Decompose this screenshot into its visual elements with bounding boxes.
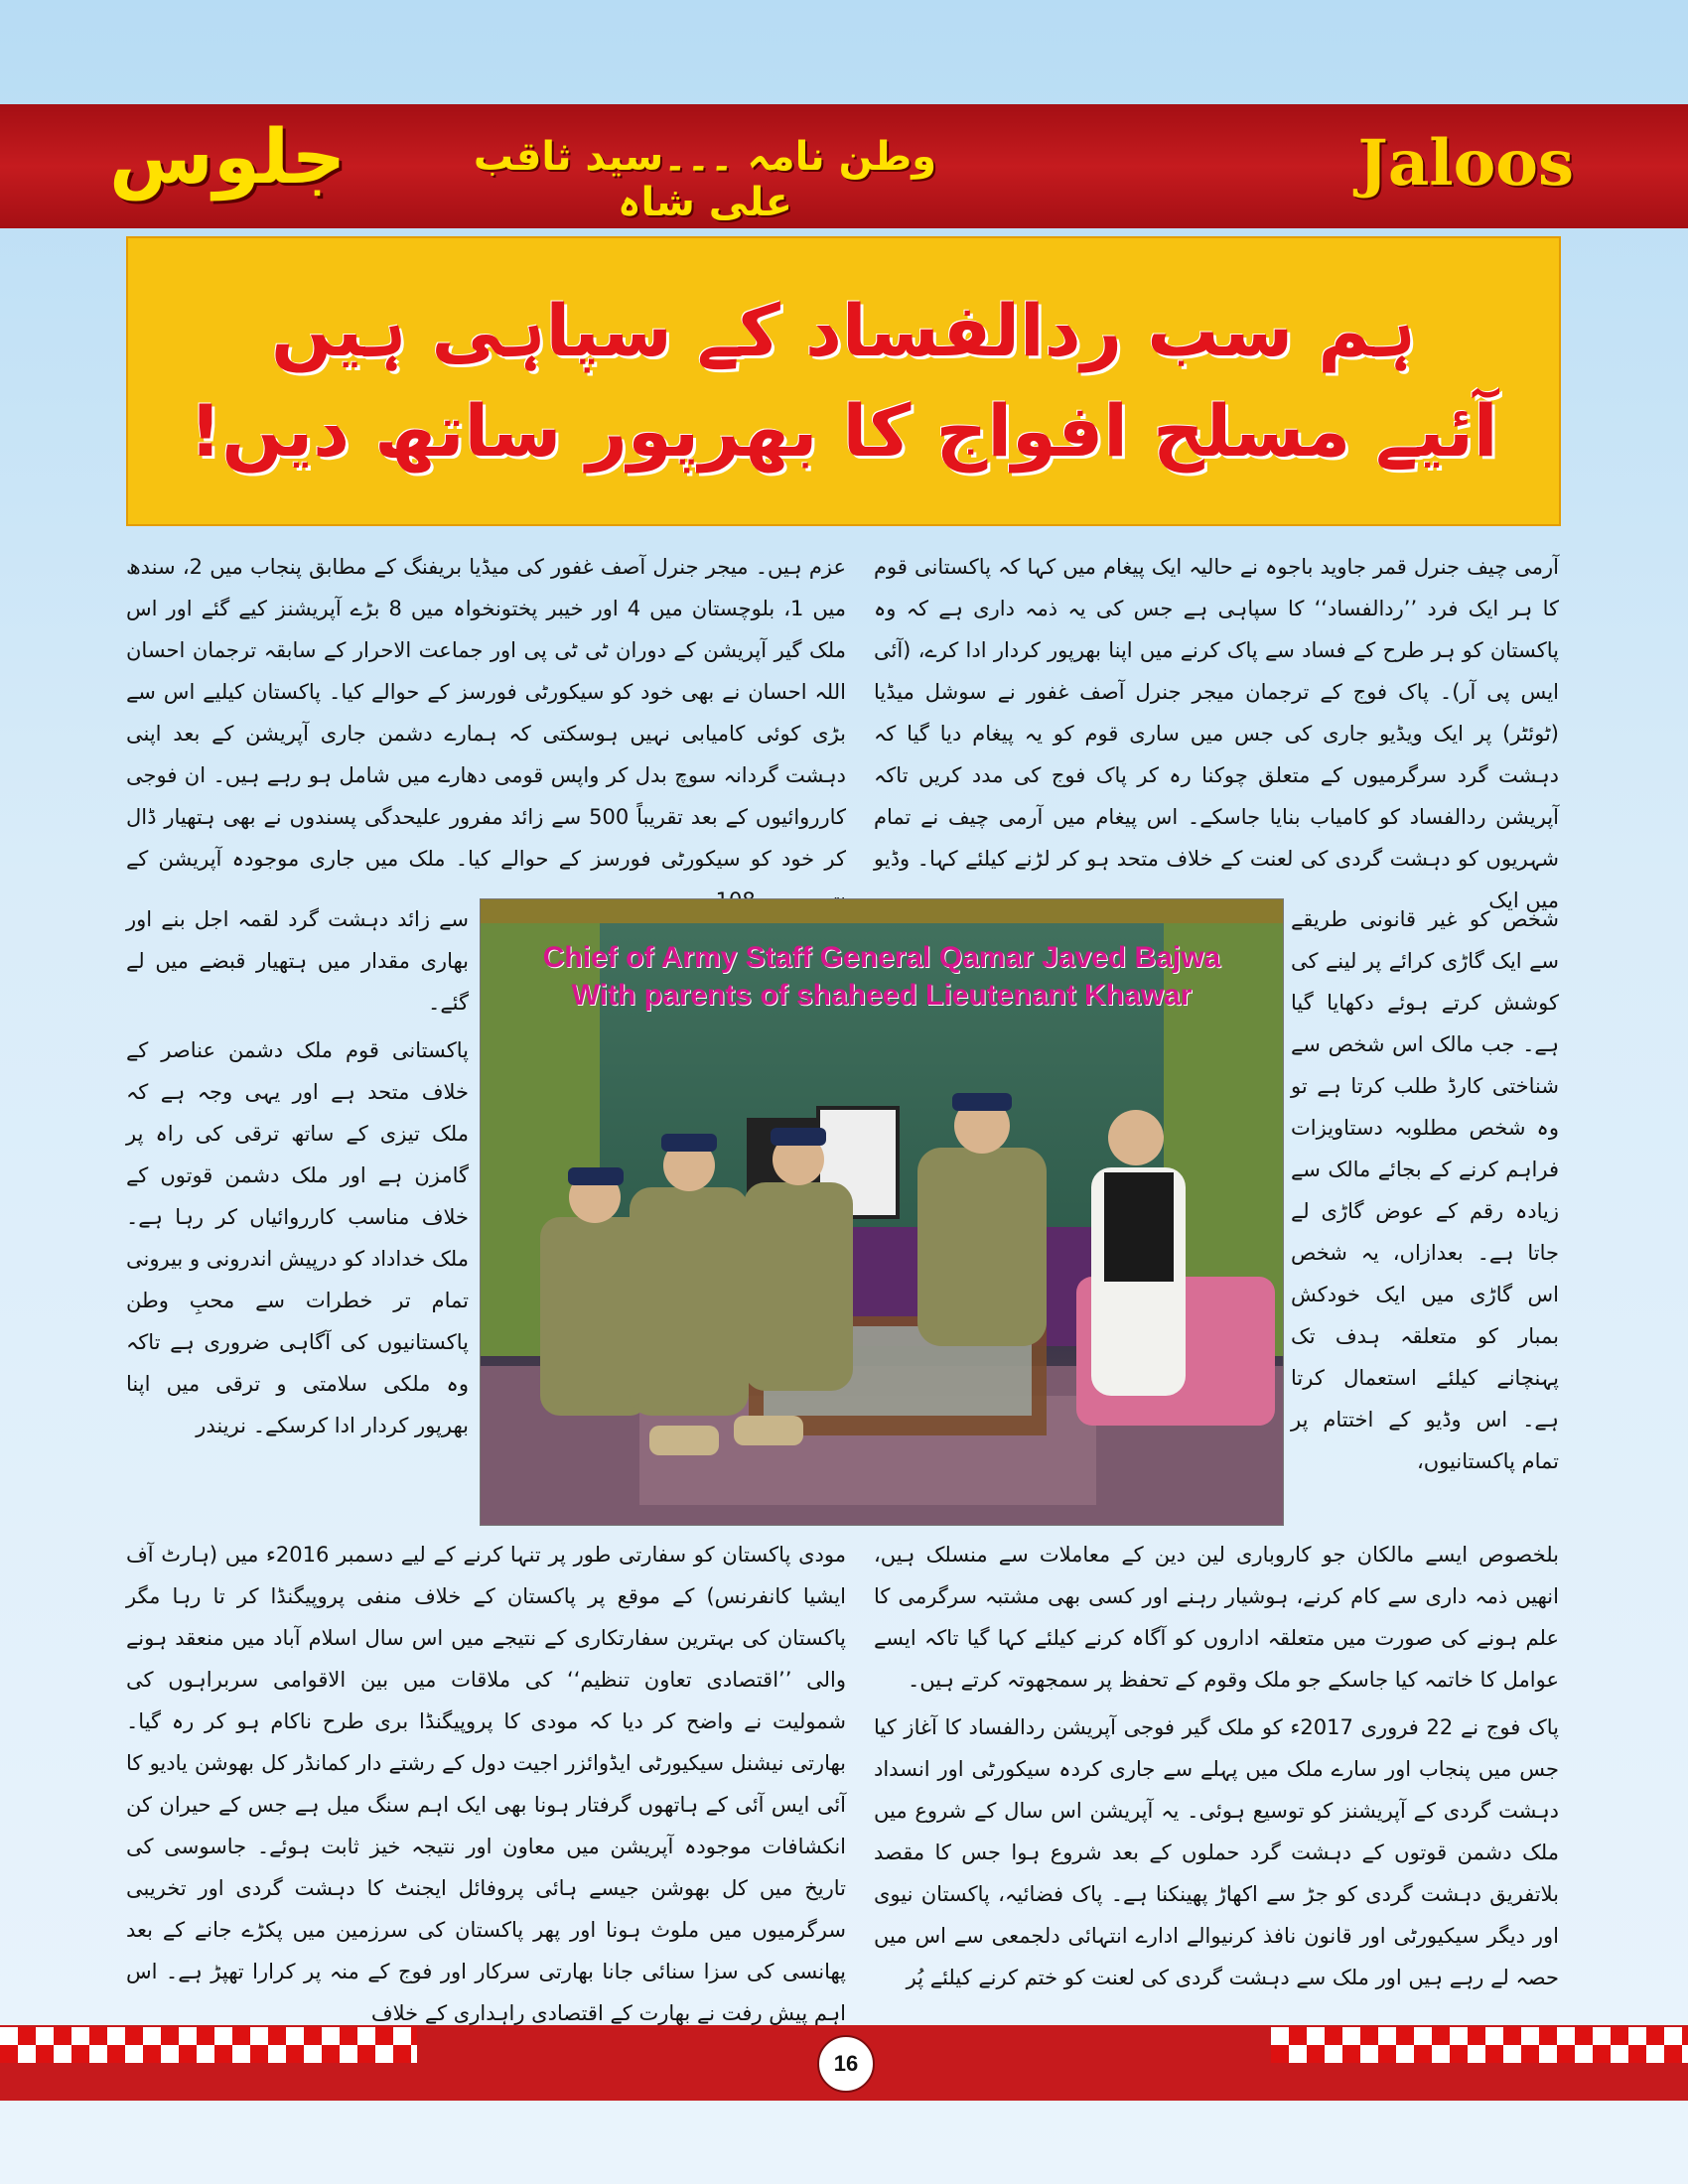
headline-line-2: آئیے مسلح افواج کا بھرپور ساتھ دیں!: [189, 389, 1498, 473]
article-right-narrow: [1291, 898, 1559, 1524]
paragraph: پاکستانی قوم ملک دشمن عناصر کے خلاف متحد ہے اور یہی وجہ ہے کہ ملک تیزی کے ساتھ ترقی کی راہ پر گامزن ہے اور ملک دشمن قوتوں کے خلاف مناسب کارروائیاں کر رہا ہے۔ ملک خداداد کو درپیش اندرونی و بیرونی تمام تر خطرات سے محبِ وطن پاکستانیوں کی آگاہی ضروری ہے تاکہ وہ ملکی سلامتی و ترقی میں اپنا بھرپور کردار ادا کرسکے۔ نریندر: [126, 1038, 469, 1437]
paragraph: شخص کو غیر قانونی طریقے سے ایک گاڑی کرائے پر لینے کی کوشش کرتے ہوئے دکھایا گیا ہے۔ جب مالک اس شخص سے شناختی کارڈ طلب کرتا ہے تو وہ شخص مطلوبہ دستاویزات فراہم کرنے کے بجائے مالک سے زیادہ رقم کے عوض گاڑی لے جاتا ہے۔ بعدازاں، یہ شخص اس گاڑی میں ایک خودکش بمبار کو متعلقہ ہدف تک پہنچانے کیلئے استعمال کرتا ہے۔ اس وڈیو کے اختتام پر تمام پاکستانیوں،: [1291, 907, 1559, 1473]
article-right-top: [874, 546, 1559, 912]
footer-checker-right: [1271, 2027, 1688, 2063]
paragraph: سے زائد دہشت گرد لقمہ اجل بنے اور بھاری مقدار میں ہتھیار قبضے میں لے گئے۔: [126, 907, 469, 1015]
column-title: وطن نامہ ۔۔۔سید ثاقب علی شاہ: [473, 134, 937, 225]
caption-line-2: With parents of shaheed Lieutenant Khawar: [571, 979, 1193, 1012]
paragraph: عزم ہیں۔ میجر جنرل آصف غفور کی میڈیا بریفنگ کے مطابق پنجاب میں 2، سندھ میں 1، بلوچستان میں 4 اور خیبر پختونخواہ میں 8 بڑے آپریشنز کیے گئے اور اس ملک گیر آپریشن کے دوران ٹی ٹی پی اور جماعت الاحرار کے سابقہ ترجمان احسان اللہ احسان نے بھی خود کو سیکورٹی فورسز کے حوالے کیا۔ پاکستان کیلیے اس سے بڑی کوئی کامیابی نہیں ہوسکتی کہ ہمارے دشمن جاری آپریشن کے بعد اپنی دہشت گردانہ سوچ بدل کر واپس قومی دھارے میں شامل ہو رہے ہیں۔ ان فوجی کارروائیوں کے بعد تقریباً 500 سے زائد مفرور علیحدگی پسندوں نے بھی ہتھیار ڈال کر خود کو سیکورٹی فورسز کے حوالے کیا۔ ملک میں جاری موجودہ آپریشن کے: [126, 555, 847, 871]
photo-caption: [481, 939, 1283, 1015]
footer-checker-left: [0, 2027, 417, 2063]
article-left-narrow: [126, 898, 469, 1524]
page-number: 16: [817, 2035, 875, 2093]
logo-english: Jaloos: [1357, 126, 1574, 201]
article-left-top: [126, 546, 846, 884]
paragraph: بلخصوص ایسے مالکان جو کاروباری لین دین کے معاملات سے منسلک ہیں، انھیں ذمہ داری سے کام کرنے، ہوشیار رہنے اور کسی بھی مشتبہ سرگرمی کا علم ہونے کی صورت میں متعلقہ اداروں کو آگاہ کرنے کیلئے کہا گیا تاکہ ایسے عوامل کا خاتمہ کیا جاسکے جو ملک وقوم کے تحفظ پر سمجھوتہ کرتے ہیں۔: [874, 1543, 1559, 1692]
article-left-bottom: [126, 1534, 846, 2025]
article-right-bottom: [874, 1534, 1559, 2020]
paragraph: مودی پاکستان کو سفارتی طور پر تنہا کرنے کے لیے دسمبر 2016ء میں (ہارٹ آف ایشیا کانفرنس) کے موقع پر پاکستان کے خلاف منفی پروپیگنڈا کر تا رہا مگر پاکستان کی بہترین سفارتکاری کے نتیجے میں اس سال اسلام آباد میں منعقد ہونے والی ’’اقتصادی تعاون تنظیم‘‘ کی ملاقات میں بین الاقوامی سربراہوں کی شمولیت نے واضح کر دیا کہ مودی کا پروپیگنڈا بری طرح ناکام ہو کر رہ گیا۔ بھارتی نیشنل سیکیورٹی ایڈوائزر اجیت دول کے رشتے دار کمانڈر کل بھوشن یادیو کا آئی ایس آئی کے ہاتھوں گرفتار ہونا بھی ایک اہم سنگ میل ہے جس کے حیران کن انکشافات موجودہ آپریشن میں معاون اور نتیجہ خیز ثابت ہوئے۔ جاسوسی کی تاریخ میں کل بھوشن جیسے ہائی پروفائل ایجنٹ کا دہشت گردی اور تخریبی سرگرمیوں میں ملوث ہونا اور پھر پاکستان کی سرزمین میں پکڑے جانے کے بعد پھانسی کی سزا سنائی جانا بھارتی سرکار اور فوج کے منہ پر کرارا تھپڑ ہے۔ اس اہم پیش رفت نے بھارت کے اقتصادی راہداری کے خلاف: [126, 1543, 846, 2025]
masthead: [0, 104, 1688, 228]
paragraph: پاک فوج نے 22 فروری 2017ء کو ملک گیر فوجی آپریشن ردالفساد کا آغاز کیا جس میں پنجاب اور سارے ملک میں پہلے سے جاری کردہ سیکورٹی اور انسداد دہشت گردی کے آپریشنز کو توسیع ہوئی۔ یہ آپریشن اس سال کے شروع میں ملک دشمن قوتوں کے دہشت گرد حملوں کے بعد شروع ہوا جس کا مقصد بلاتفریق دہشت گردی کو جڑ سے اکھاڑ پھینکنا ہے۔ پاک فضائیہ، پاکستان نیوی اور دیگر سیکیورٹی اور قانون نافذ کرنیوالے ادارے انتہائی دلجمعی سے اس میں حصہ لے رہے ہیں اور ملک سے دہشت گردی کی لعنت کو ختم کرنے کیلئے پُر: [874, 1715, 1559, 1989]
news-photo: [480, 898, 1284, 1526]
caption-line-1: Chief of Army Staff General Qamar Javed Bajwa: [542, 941, 1221, 974]
headline-line-1: ہم سب ردالفساد کے سپاہی ہیں: [271, 289, 1416, 373]
logo-urdu: جلوس: [109, 112, 347, 201]
headline-box: [126, 236, 1561, 526]
paragraph: آرمی چیف جنرل قمر جاوید باجوہ نے حالیہ ایک پیغام میں کہا کہ پاکستانی قوم کا ہر ایک فرد ’’ردالفساد‘‘ کا سپاہی ہے جس کی یہ ذمہ داری ہے کہ وہ پاکستان کو ہر طرح کے فساد سے پاک کرنے میں اپنا بھرپور کردار ادا کرے، (آئی ایس پی آر)۔ پاک فوج کے ترجمان میجر جنرل آصف غفور نے سوشل میڈیا (ٹوئٹر) پر ایک ویڈیو جاری کی جس میں ساری قوم کو یہ پیغام دیا گیا کہ دہشت گرد سرگرمیوں کے متعلق چوکنا رہ کر پاک فوج کی مدد کریں تاکہ آپریشن ردالفساد کو کامیاب بنایا جاسکے۔ اس پیغام میں آرمی چیف نے تمام شہریوں کو دہشت گردی کی لعنت کے خلاف متحد ہو کر لڑنے کیلئے کہا۔ وڈیو میں ایک: [874, 555, 1559, 912]
